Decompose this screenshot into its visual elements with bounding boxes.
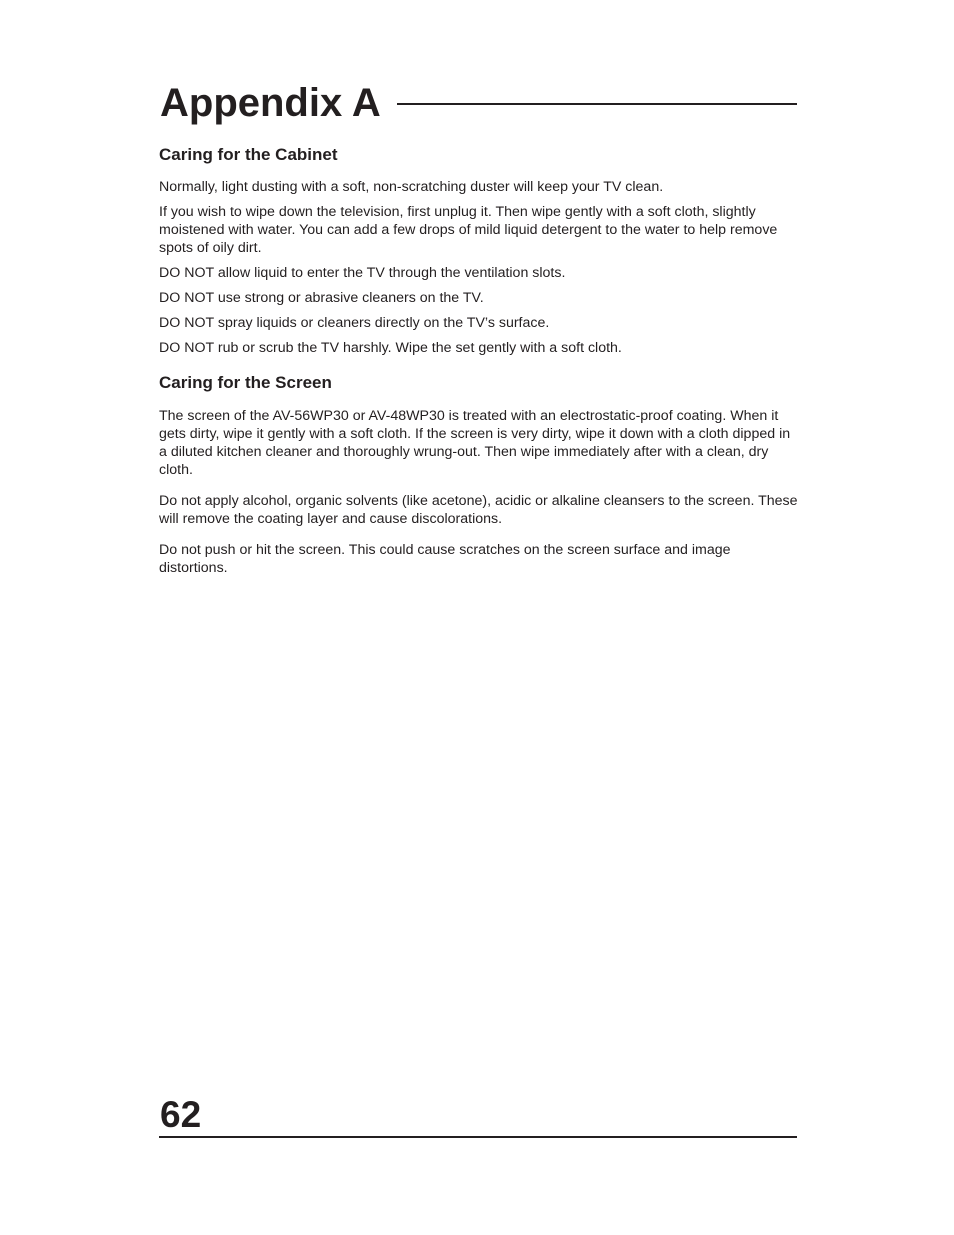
cabinet-paragraph: If you wish to wipe down the television, first unplug it. Then wipe gently with a soft cloth, slightly moistened with water. You can add a few drops of mild liquid detergent to the water to help remove spots of oily dirt. bbox=[159, 204, 778, 256]
screen-paragraph: Do not push or hit the screen. This could cause scratches on the screen surface and image distortions. bbox=[159, 542, 731, 576]
cabinet-section bbox=[159, 144, 799, 357]
cabinet-paragraph: Normally, light dusting with a soft, non-scratching duster will keep your TV clean. bbox=[159, 179, 664, 195]
page-header bbox=[160, 78, 797, 128]
screen-paragraph: The screen of the AV-56WP30 or AV-48WP30 is treated with an electrostatic-proof coating. When it gets dirty, wipe it gently with a soft cloth. If the screen is very dirty, wipe it down with a cloth dipped in a diluted kitchen cleaner and thoroughly wrung-out. Then wipe immediately after with a clean, dry cloth. bbox=[159, 408, 791, 478]
screen-heading: Caring for the Screen bbox=[159, 373, 332, 392]
title-rule bbox=[397, 103, 797, 105]
footer-rule bbox=[159, 1136, 797, 1138]
page-content bbox=[159, 144, 799, 590]
page-number: 62 bbox=[160, 1094, 202, 1135]
screen-paragraph: Do not apply alcohol, organic solvents (like acetone), acidic or alkaline cleansers to the screen. These will remove the coating layer and cause discolorations. bbox=[159, 493, 798, 527]
cabinet-paragraph: DO NOT allow liquid to enter the TV through the ventilation slots. bbox=[159, 265, 566, 281]
page-title: Appendix A bbox=[160, 81, 381, 125]
screen-section bbox=[159, 372, 799, 577]
cabinet-paragraph: DO NOT use strong or abrasive cleaners on the TV. bbox=[159, 290, 484, 306]
cabinet-paragraph: DO NOT spray liquids or cleaners directly on the TV’s surface. bbox=[159, 315, 550, 331]
cabinet-heading: Caring for the Cabinet bbox=[159, 145, 338, 164]
page-footer bbox=[159, 1094, 797, 1138]
cabinet-paragraph: DO NOT rub or scrub the TV harshly. Wipe the set gently with a soft cloth. bbox=[159, 340, 622, 356]
